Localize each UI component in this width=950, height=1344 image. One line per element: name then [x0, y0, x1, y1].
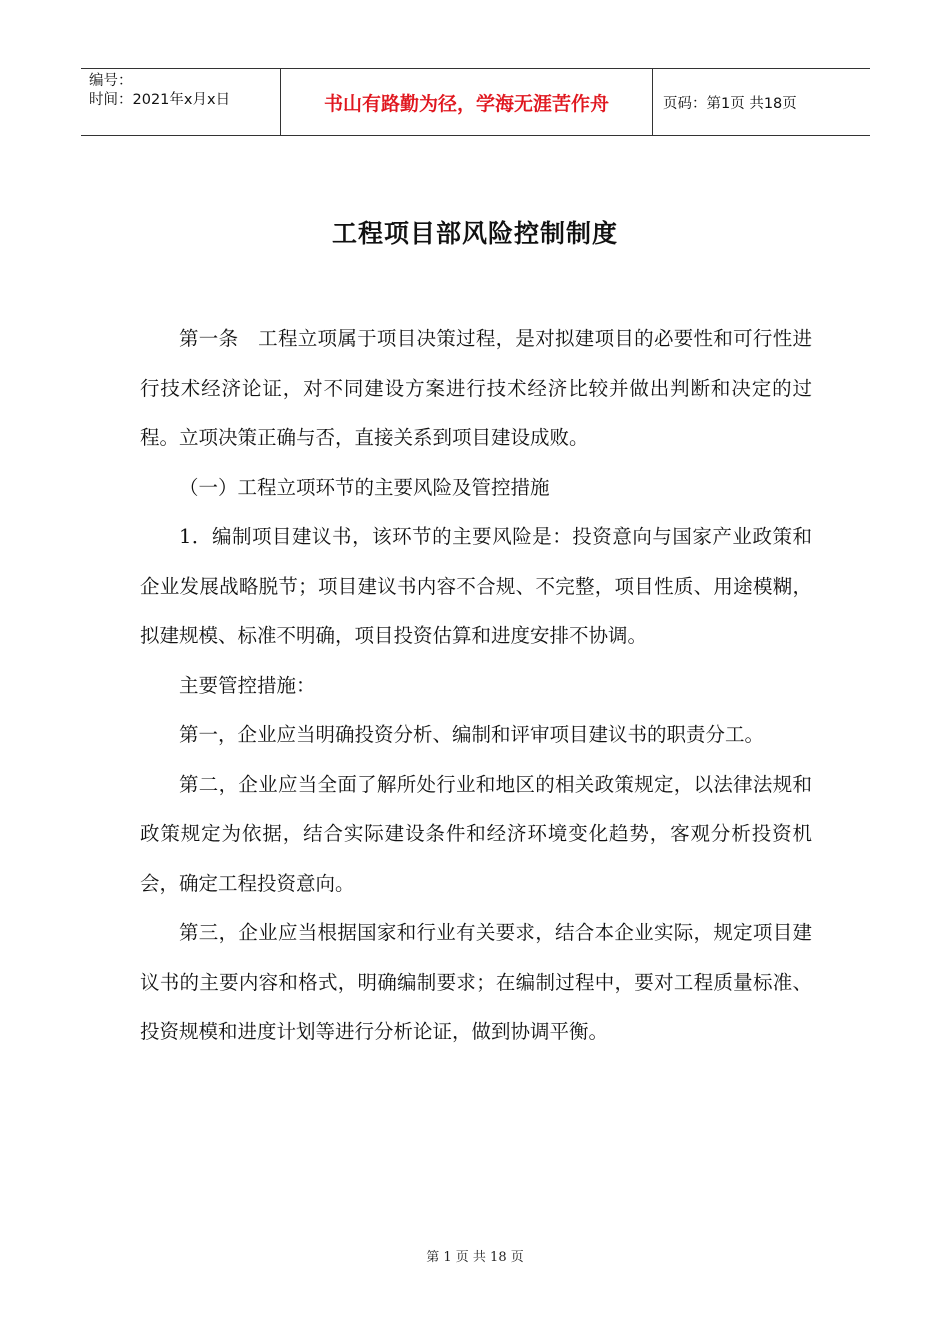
paragraph-article-1: 第一条 工程立项属于项目决策过程，是对拟建项目的必要性和可行性进行技术经济论证，对不同建设方案进行技术经济比较并做出判断和决定的过程。立项决策正确与否，直接关系到项目建设成败。: [140, 327, 812, 449]
header-motto: 书山有路勤为径，学海无涯苦作舟: [281, 69, 653, 135]
document-title: 工程项目部风险控制制度: [331, 219, 618, 248]
paragraph-measure-1: 第一，企业应当明确投资分析、编制和评审项目建议书的职责分工。: [179, 723, 765, 746]
document-body: [140, 314, 812, 1057]
page-header: [81, 68, 870, 136]
paragraph-measures-heading: 主要管控措施：: [179, 673, 316, 697]
paragraph-section-heading: （一）工程立项环节的主要风险及管控措施: [179, 475, 550, 499]
header-meta: [81, 69, 281, 135]
number-label: 编号：: [89, 73, 133, 89]
page-footer: 第 1 页 共 18 页: [426, 1250, 524, 1265]
paragraph-item-1: 1．编制项目建议书，该环节的主要风险是：投资意向与国家产业政策和企业发展战略脱节；项目建议书内容不合规、不完整，项目性质、用途模糊，拟建规模、标准不明确，项目投资估算和进度安排不协调。: [140, 525, 812, 647]
header-page-code: 页码：第1页 共18页: [663, 95, 797, 112]
paragraph-measure-2: 第二，企业应当全面了解所处行业和地区的相关政策规定，以法律法规和政策规定为依据，结合实际建设条件和经济环境变化趋势，客观分析投资机会，确定工程投资意向。: [140, 772, 812, 895]
time-label: 时间：2021年x月x日: [89, 92, 231, 108]
paragraph-measure-3: 第三，企业应当根据国家和行业有关要求，结合本企业实际，规定项目建议书的主要内容和格式，明确编制要求；在编制过程中，要对工程质量标准、投资规模和进度计划等进行分析论证，做到协调平衡。: [140, 921, 812, 1043]
